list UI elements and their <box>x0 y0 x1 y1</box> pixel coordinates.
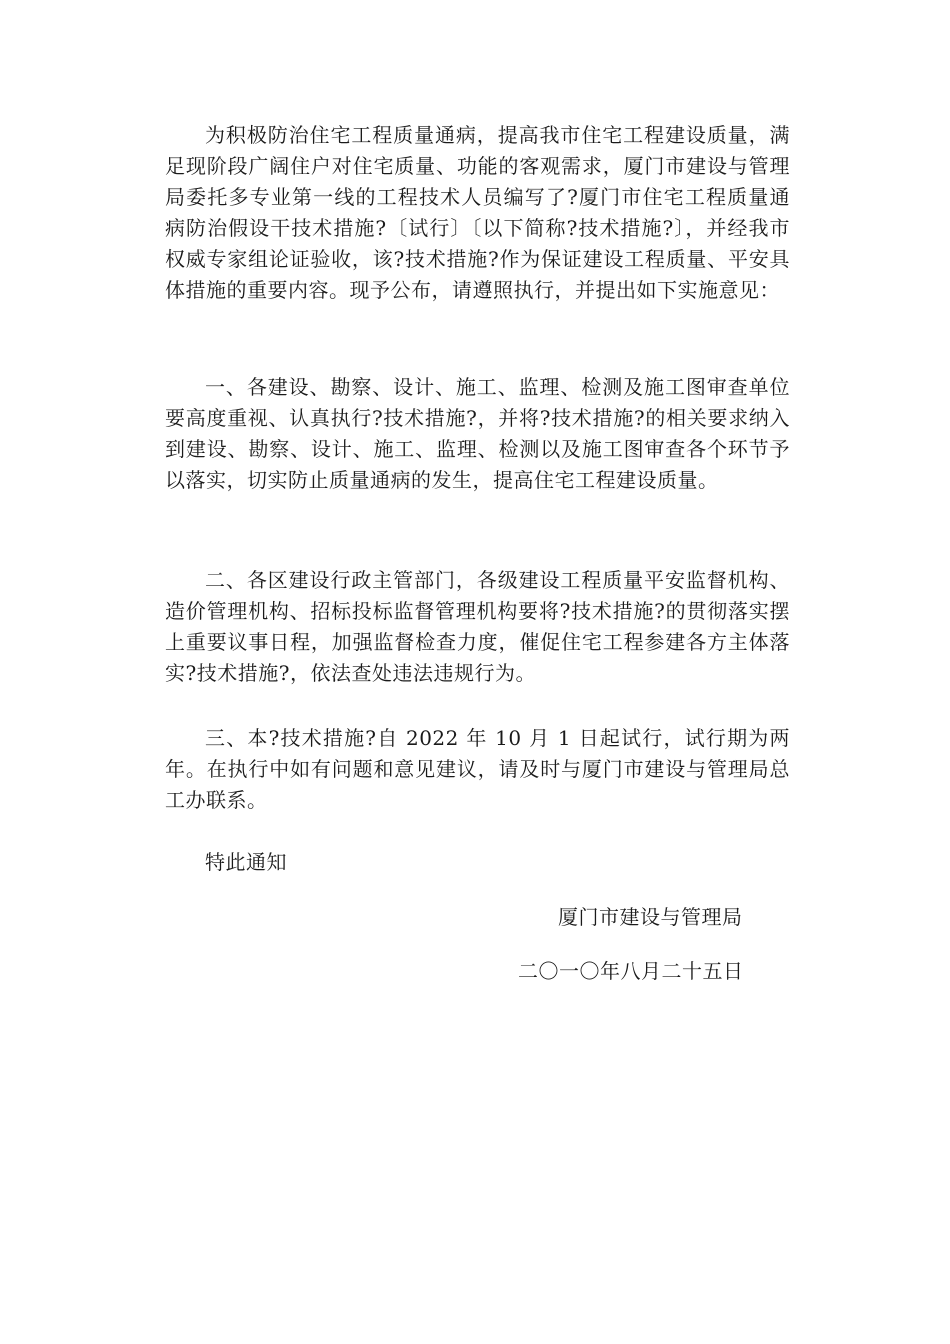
intro-paragraph: 为积极防治住宅工程质量通病，提高我市住宅工程建设质量，满足现阶段广阔住户对住宅质量、功能的客观需求，厦门市建设与管理局委托多专业第一线的工程技术人员编写了?厦门市住宅工程质量通病防治假设干技术措施?〔试行〕〔以下简称?技术措施?〕，并经我市权威专家组论证验收，该?技术措施?作为保证建设工程质量、平安具体措施的重要内容。现予公布，请遵照执行，并提出如下实施意见： <box>165 123 790 302</box>
item-three-paragraph: 三、本?技术措施?自 2022 年 10 月 1 日起试行，试行期为两年。在执行中如有问题和意见建议，请及时与厦门市建设与管理局总工办联系。 <box>165 726 790 812</box>
item-two-paragraph: 二、各区建设行政主管部门，各级建设工程质量平安监督机构、造价管理机构、招标投标监督管理机构要将?技术措施?的贯彻落实摆上重要议事日程，加强监督检查力度，催促住宅工程参建各方主体落实?技术措施?，依法查处违法违规行为。 <box>165 568 790 685</box>
signature-date: 二〇一〇年八月二十五日 <box>518 959 744 983</box>
signature-organization: 厦门市建设与管理局 <box>558 905 743 929</box>
item-one-paragraph: 一、各建设、勘察、设计、施工、监理、检测及施工图审查单位要高度重视、认真执行?技术措施?，并将?技术措施?的相关要求纳入到建设、勘察、设计、施工、监理、检测以及施工图审查各个环节予以落实，切实防止质量通病的发生，提高住宅工程建设质量。 <box>165 375 790 492</box>
closing-notice: 特此通知 <box>205 850 287 874</box>
